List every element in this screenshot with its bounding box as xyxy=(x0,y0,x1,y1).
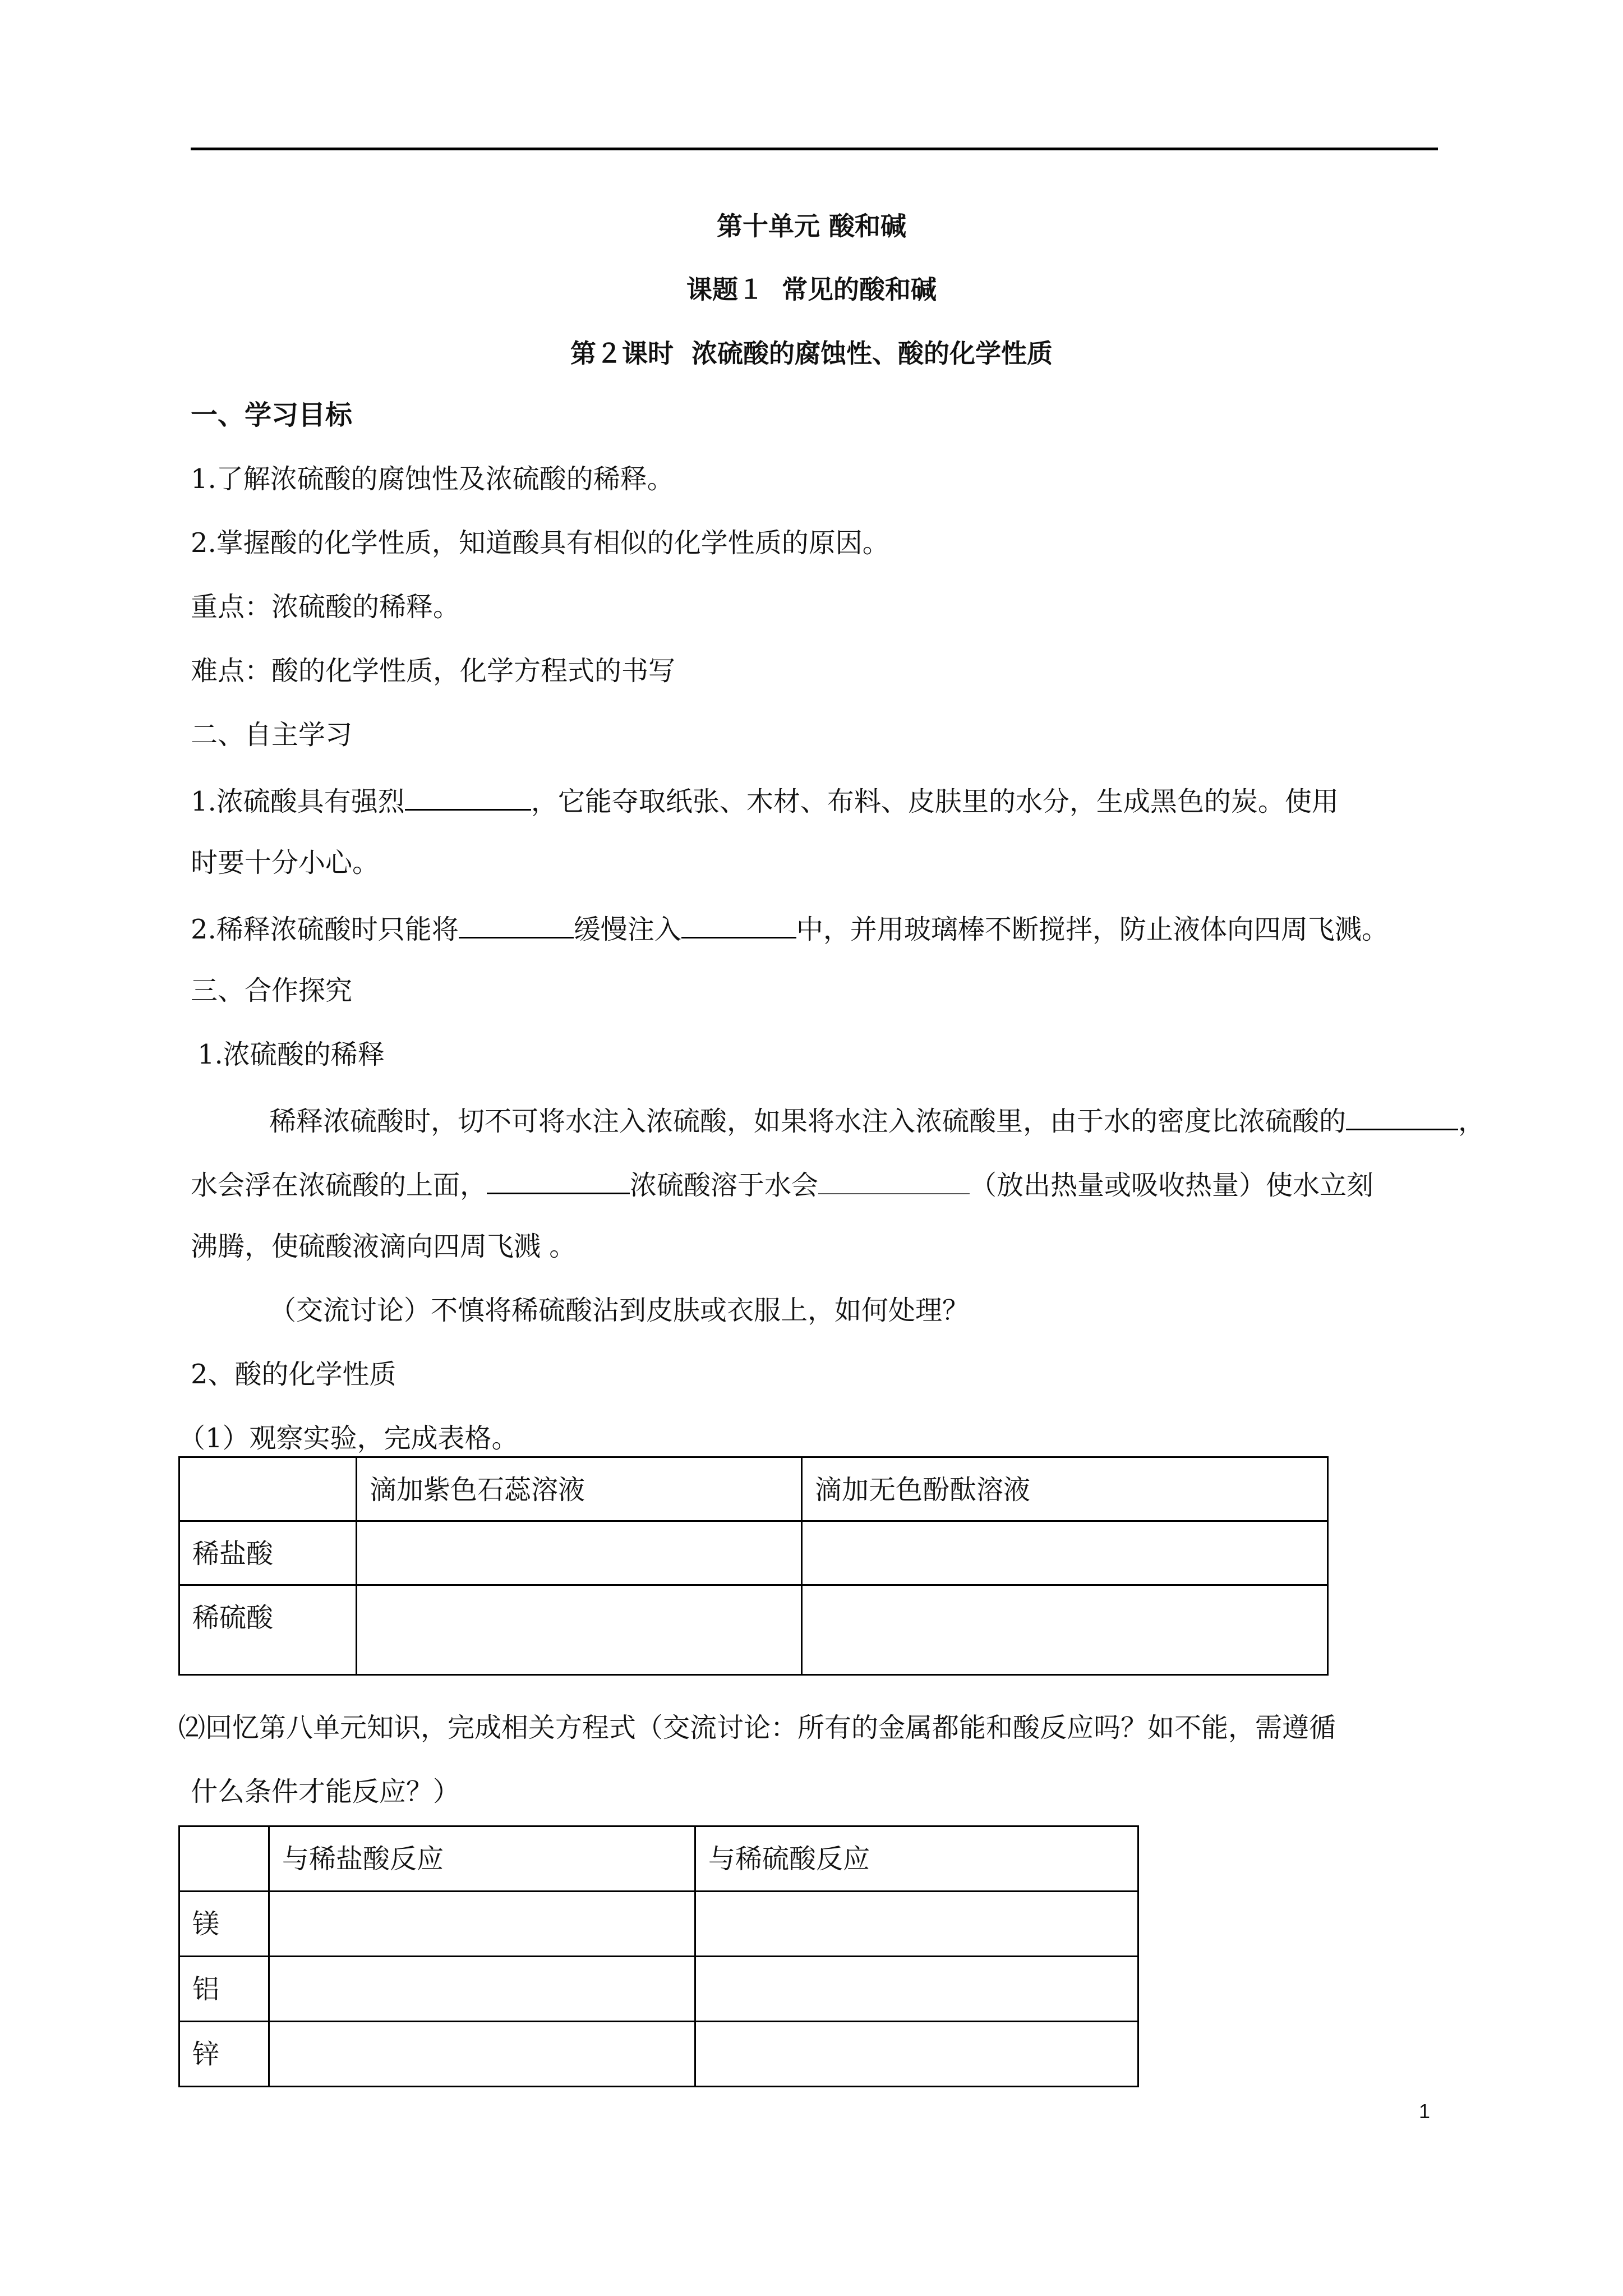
section-heading-cooperative: 三、合作探究 xyxy=(191,975,353,1006)
metal-table-header-hcl: 与稀盐酸反应 xyxy=(269,1826,695,1892)
task-2-instruction-line-1: ⑵回忆第八单元知识，完成相关方程式（交流讨论：所有的金属都能和酸反应吗？如不能，需遵循 xyxy=(178,1712,1336,1743)
dilution-paragraph-line-2 xyxy=(191,1165,1373,1203)
key-point: 重点：浓硫酸的稀释。 xyxy=(191,591,460,623)
metal-table-answer-cell[interactable] xyxy=(269,2022,695,2087)
metal-table-row-label: 锌 xyxy=(179,2022,269,2087)
subsection-dilution: 1.浓硫酸的稀释 xyxy=(197,1039,385,1070)
indicator-table-header-litmus: 滴加紫色石蕊溶液 xyxy=(357,1457,802,1521)
dilution-text-b: ， xyxy=(1458,1106,1486,1137)
metal-reaction-table xyxy=(178,1825,1139,2087)
indicator-table-answer-cell[interactable] xyxy=(802,1521,1328,1585)
dilution-paragraph-line-1 xyxy=(269,1101,1485,1139)
answer-blank-2[interactable] xyxy=(459,909,574,938)
indicator-table-answer-cell[interactable] xyxy=(357,1585,802,1675)
question-2-text-b: 缓慢注入 xyxy=(573,914,681,945)
indicator-table-row xyxy=(179,1521,1328,1585)
metal-table-row xyxy=(179,1892,1138,1957)
metal-table-row-label: 铝 xyxy=(179,1957,269,2022)
answer-blank-4[interactable] xyxy=(1346,1101,1458,1130)
metal-table-row-label: 镁 xyxy=(179,1892,269,1957)
section-heading-goals: 一、学习目标 xyxy=(191,399,353,431)
indicator-table-row-label: 稀盐酸 xyxy=(179,1521,357,1585)
goal-2: 2.掌握酸的化学性质，知道酸具有相似的化学性质的原因。 xyxy=(191,527,889,559)
indicator-table-header-phenolphthalein: 滴加无色酚酞溶液 xyxy=(802,1457,1328,1521)
metal-table-answer-cell[interactable] xyxy=(695,1892,1138,1957)
goal-1: 1.了解浓硫酸的腐蚀性及浓硫酸的稀释。 xyxy=(191,463,674,495)
metal-table-header-row xyxy=(179,1826,1138,1892)
answer-blank-1[interactable] xyxy=(405,781,531,811)
dilution-text-c: 水会浮在浓硫酸的上面， xyxy=(191,1170,487,1201)
indicator-table-row xyxy=(179,1585,1328,1675)
indicator-table-header-row xyxy=(179,1457,1328,1521)
dilution-text-e: （放出热量或吸收热量）使水立刻 xyxy=(970,1170,1374,1201)
answer-blank-5[interactable] xyxy=(487,1165,630,1194)
section-heading-self-study: 二、自主学习 xyxy=(191,719,353,751)
question-1-line-2: 时要十分小心。 xyxy=(191,847,380,878)
dilution-paragraph-line-3: 沸腾，使硫酸液滴向四周飞溅 。 xyxy=(191,1231,577,1262)
metal-table-answer-cell[interactable] xyxy=(269,1892,695,1957)
header-rule xyxy=(191,148,1438,150)
page-number: 1 xyxy=(1419,2100,1431,2123)
answer-blank-6[interactable] xyxy=(818,1165,970,1194)
indicator-table-answer-cell[interactable] xyxy=(802,1585,1328,1675)
difficulty-point: 难点：酸的化学性质，化学方程式的书写 xyxy=(191,655,676,687)
question-1-line-1 xyxy=(191,781,1339,820)
metal-table-answer-cell[interactable] xyxy=(695,2022,1138,2087)
question-2-text-a: 2.稀释浓硫酸时只能将 xyxy=(191,914,459,945)
indicator-table-corner-cell xyxy=(179,1457,357,1521)
question-1-text-a: 1.浓硫酸具有强烈 xyxy=(191,786,405,817)
indicator-table xyxy=(178,1456,1329,1676)
indicator-table-row-label: 稀硫酸 xyxy=(179,1585,357,1675)
metal-table-answer-cell[interactable] xyxy=(695,1957,1138,2022)
metal-table-corner-cell xyxy=(179,1826,269,1892)
task-1-instruction: （1）观察实验，完成表格。 xyxy=(178,1423,519,1454)
metal-table-header-h2so4: 与稀硫酸反应 xyxy=(695,1826,1138,1892)
subsection-acid-properties: 2、酸的化学性质 xyxy=(191,1359,396,1390)
lesson-title: 第２课时 浓硫酸的腐蚀性、酸的化学性质 xyxy=(570,338,1053,369)
topic-title: 课题１ 常见的酸和碱 xyxy=(686,274,937,305)
unit-title: 第十单元 酸和碱 xyxy=(716,211,906,241)
metal-table-answer-cell[interactable] xyxy=(269,1957,695,2022)
dilution-text-d: 浓硫酸溶于水会 xyxy=(630,1170,819,1201)
question-2 xyxy=(191,909,1389,947)
indicator-table-answer-cell[interactable] xyxy=(357,1521,802,1585)
question-1-text-b: ，它能夺取纸张、木材、布料、皮肤里的水分，生成黑色的炭。使用 xyxy=(531,786,1339,817)
answer-blank-3[interactable] xyxy=(681,909,796,938)
dilution-text-a: 稀释浓硫酸时，切不可将水注入浓硫酸，如果将水注入浓硫酸里，由于水的密度比浓硫酸的 xyxy=(269,1106,1347,1137)
task-2-instruction-line-2: 什么条件才能反应？） xyxy=(191,1776,460,1807)
metal-table-row xyxy=(179,1957,1138,2022)
discussion-question: （交流讨论）不慎将稀硫酸沾到皮肤或衣服上，如何处理？ xyxy=(269,1295,970,1326)
metal-table-row xyxy=(179,2022,1138,2087)
question-2-text-c: 中，并用玻璃棒不断搅拌，防止液体向四周飞溅。 xyxy=(796,914,1389,945)
